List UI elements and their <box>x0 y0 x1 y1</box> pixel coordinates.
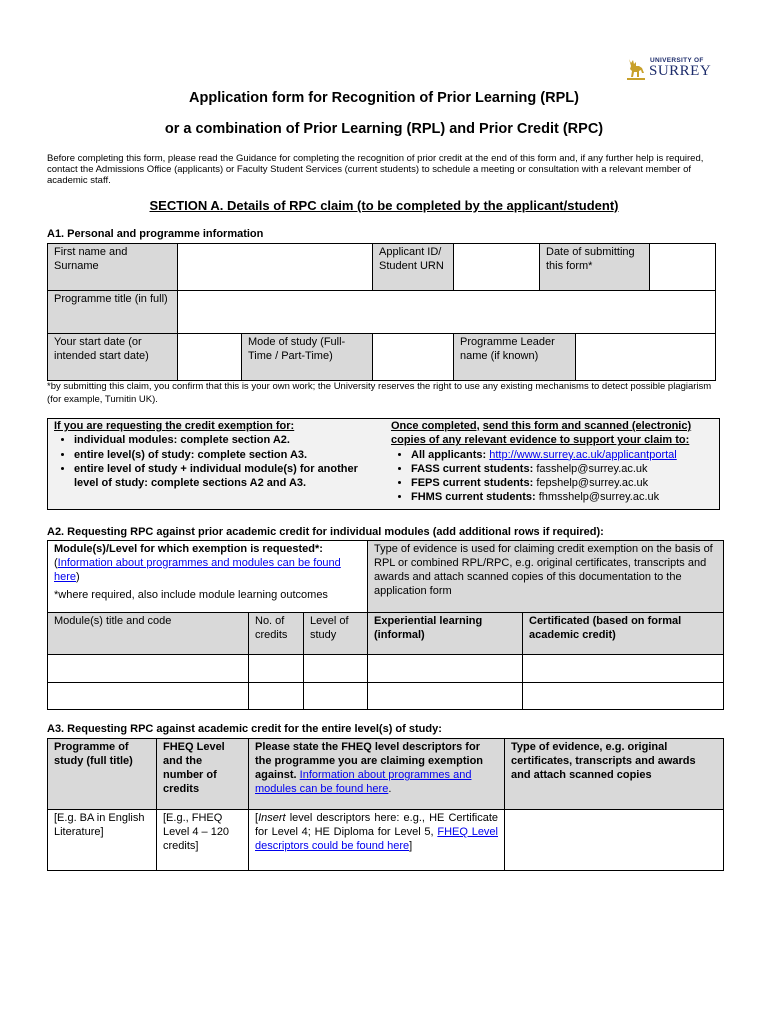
list-item: • All applicants: http://www.surrey.ac.uk/applicantportal <box>411 448 716 462</box>
mode-of-study-field[interactable] <box>373 334 454 381</box>
list-item: • FASS current students: fasshelp@surrey.ac.uk <box>411 462 716 476</box>
fhms-email: fhmsshelp@surrey.ac.uk <box>538 491 660 504</box>
applicant-id-label: Applicant ID/ Student URN <box>373 244 454 291</box>
certificated-field[interactable] <box>523 655 724 683</box>
logo-text-main: SURREY <box>649 63 712 79</box>
logo-text-top: UNIVERSITY OF <box>650 57 704 64</box>
level-field[interactable] <box>304 683 368 710</box>
programmes-modules-link[interactable]: Information about programmes and modules can be found here <box>54 557 341 583</box>
table-row <box>48 683 724 710</box>
stag-icon <box>625 57 647 81</box>
module-title-field[interactable] <box>48 683 249 710</box>
instructions-right <box>391 419 716 505</box>
a1-personal-table <box>47 243 716 381</box>
start-date-field[interactable] <box>178 334 242 381</box>
col-fheq-level: FHEQ Level and the number of credits <box>157 739 249 810</box>
credits-field[interactable] <box>249 655 304 683</box>
where-required-note: *where required, also include module learning outcomes <box>54 589 328 601</box>
col-programme: Programme of study (full title) <box>48 739 157 810</box>
university-logo <box>622 54 712 84</box>
col-evidence: Type of evidence, e.g. original certificates, transcripts and awards and attach scanned copies <box>505 739 724 810</box>
experiential-field[interactable] <box>368 683 523 710</box>
list-item: • entire level of study + individual module(s) for another level of study: complete sections A2 and A3. <box>74 462 384 491</box>
list-item: • entire level(s) of study: complete section A3. <box>74 448 384 462</box>
contacts-list <box>391 448 716 505</box>
level-field[interactable] <box>304 655 368 683</box>
a2-heading: A2. Requesting RPC against prior academic credit for individual modules (add additional rows if required): <box>47 526 604 538</box>
fheq-descriptors-link[interactable]: FHEQ Level descriptors could be found here <box>255 826 498 852</box>
list-item: • FHMS current students: fhmsshelp@surrey.ac.uk <box>411 490 716 504</box>
section-a-heading: SECTION A. Details of RPC claim (to be completed by the applicant/student) <box>149 198 619 213</box>
list-item: • individual modules: complete section A2. <box>74 433 384 447</box>
col-credits: No. of credits <box>249 613 304 655</box>
evidence-field[interactable] <box>505 810 724 871</box>
table-row <box>48 810 724 871</box>
programme-example[interactable]: [E.g. BA in English Literature] <box>48 810 157 871</box>
date-submitted-field[interactable] <box>650 244 716 291</box>
programme-title-field[interactable] <box>178 291 716 334</box>
programme-leader-field[interactable] <box>576 334 716 381</box>
col-level: Level of study <box>304 613 368 655</box>
module-level-cell <box>48 541 368 613</box>
a3-levels-table <box>47 738 724 871</box>
module-info: (Information about programmes and modules can be found here) <box>54 557 341 583</box>
certificated-field[interactable] <box>523 683 724 710</box>
credits-field[interactable] <box>249 683 304 710</box>
mode-of-study-label: Mode of study (Full-Time / Part-Time) <box>242 334 373 381</box>
date-submitted-label: Date of submitting this form* <box>540 244 650 291</box>
module-level-label: Module(s)/Level for which exemption is requested*: <box>54 543 323 555</box>
fheq-example[interactable]: [E.g., FHEQ Level 4 – 120 credits] <box>157 810 249 871</box>
evidence-description: Type of evidence is used for claiming credit exemption on the basis of RPL or combined RPL/RPC, e.g. original certificates, transcripts and awards and attach scanned copies of this documentation to the application form <box>368 541 724 613</box>
start-date-label: Your start date (or intended start date) <box>48 334 178 381</box>
credit-exemption-list <box>54 433 384 490</box>
form-title: Application form for Recognition of Prior Learning (RPL) <box>189 90 579 106</box>
list-item: • FEPS current students: fepshelp@surrey.ac.uk <box>411 476 716 490</box>
first-name-label: First name and Surname <box>48 244 178 291</box>
programmes-modules-link[interactable]: Information about programmes and modules can be found here <box>255 769 472 795</box>
intro-text: Before completing this form, please read the Guidance for completing the recognition of prior credit at the end of this form and, if any further help is required, contact the Admissions Office (applicants) or Faculty Student Services (current students) to schedule a meeting or consultation with a relevant member of academic staff. <box>47 153 704 186</box>
col-experiential: Experiential learning (informal) <box>368 613 523 655</box>
programme-leader-label: Programme Leader name (if known) <box>454 334 576 381</box>
table-row <box>48 655 724 683</box>
experiential-field[interactable] <box>368 655 523 683</box>
col-certificated: Certificated (based on formal academic credit) <box>523 613 724 655</box>
module-title-field[interactable] <box>48 655 249 683</box>
col-descriptors: Please state the FHEQ level descriptors for the programme you are claiming exemption against. Information about programmes and modules can be found here. <box>249 739 505 810</box>
instructions-box <box>47 418 720 510</box>
applicant-id-field[interactable] <box>454 244 540 291</box>
feps-email: fepshelp@surrey.ac.uk <box>536 477 649 490</box>
instructions-left <box>54 419 384 490</box>
a1-footnote: *by submitting this claim, you confirm that this is your own work; the University reserves the right to use any existing mechanisms to detect possible plagiarism (for example, Turnitin UK). <box>47 381 712 405</box>
a1-heading: A1. Personal and programme information <box>47 228 264 240</box>
credit-exemption-heading: If you are requesting the credit exemption for: <box>54 420 295 432</box>
programme-title-label: Programme title (in full) <box>48 291 178 334</box>
a2-modules-table <box>47 540 724 710</box>
first-name-field[interactable] <box>178 244 373 291</box>
a3-heading: A3. Requesting RPC against academic credit for the entire level(s) of study: <box>47 723 442 735</box>
fass-email: fasshelp@surrey.ac.uk <box>536 462 648 475</box>
applicant-portal-link[interactable]: http://www.surrey.ac.uk/applicantportal <box>489 448 677 461</box>
form-subtitle: or a combination of Prior Learning (RPL) and Prior Credit (RPC) <box>164 121 604 137</box>
send-form-heading: Once completed, send this form and scanned (electronic) copies of any relevant evidence to support your claim to: <box>391 420 692 447</box>
descriptors-example[interactable]: [Insert level descriptors here: e.g., HE Certificate for Level 4; HE Diploma for Level 5, FHEQ Level descriptors could be found here] <box>249 810 505 871</box>
col-module-title: Module(s) title and code <box>48 613 249 655</box>
